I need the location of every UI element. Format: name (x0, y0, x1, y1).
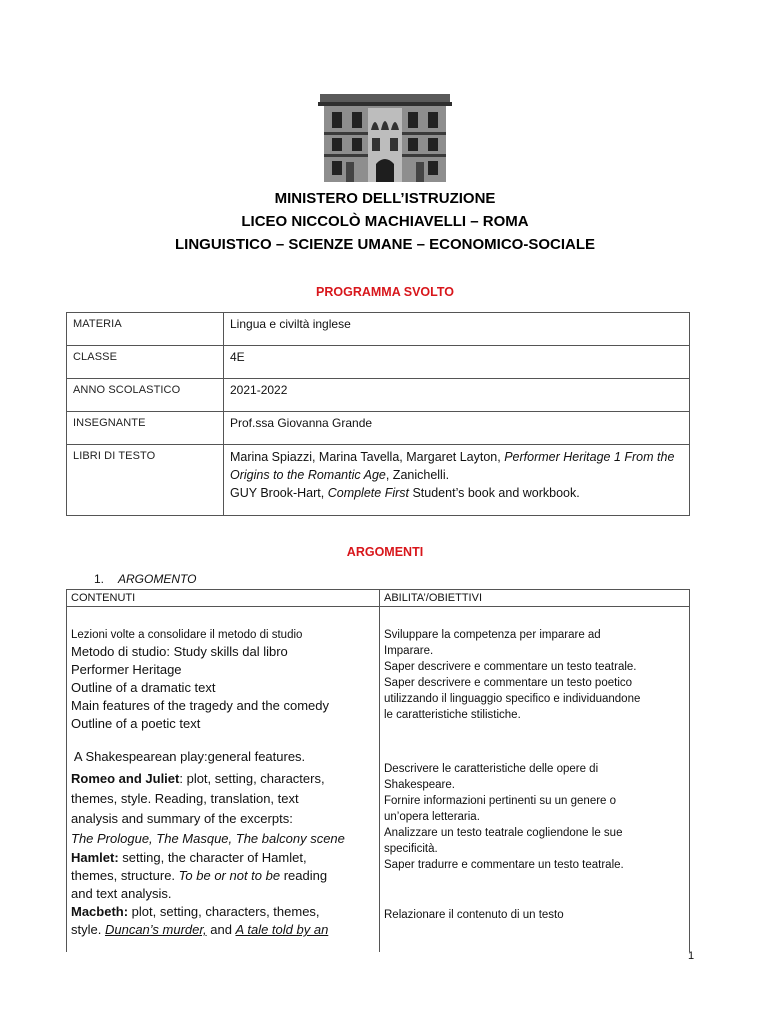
romeo-title: Romeo and Juliet (71, 771, 180, 786)
romeo-excerpts: The Prologue, The Masque, The balcony scene (71, 831, 345, 846)
classe-value: 4E (224, 346, 690, 379)
contenuti-line: Main features of the tragedy and the comedy (71, 698, 329, 713)
course-info-table (66, 312, 690, 516)
abilita-line: Saper tradurre e commentare un testo teatrale. (384, 859, 624, 871)
hamlet-reading: reading (280, 868, 328, 883)
info-row-classe (67, 346, 690, 379)
hamlet-title: Hamlet: (71, 850, 119, 865)
abilita-line: le caratteristiche stilistiche. (384, 709, 521, 721)
abilita-header: ABILITA’/OBIETTIVI (380, 590, 690, 607)
contenuti-line (71, 769, 375, 789)
contenuti-line: Outline of a dramatic text (71, 680, 216, 695)
hamlet-desc: setting, the character of Hamlet, (118, 850, 307, 865)
hamlet-excerpt: To be or not to be (178, 868, 281, 883)
abilita-line: Shakespeare. (384, 779, 455, 791)
materia-label: MATERIA (67, 313, 224, 346)
libri-label: LIBRI DI TESTO (67, 445, 224, 516)
contenuti-line: Lezioni volte a consolidare il metodo di studio (71, 629, 303, 641)
info-row-insegnante (67, 412, 690, 445)
contenuti-line (71, 829, 375, 849)
libri-publisher: , Zanichelli. (385, 468, 450, 482)
abilita-cell (380, 607, 690, 953)
contenuti-line: A Shakespearean play:general features. (71, 749, 306, 764)
abilita-line: Descrivere le caratteristiche delle opere di (384, 763, 599, 775)
macbeth-excerpt-1: Duncan’s murder, (104, 922, 207, 937)
contenuti-header: CONTENUTI (67, 590, 380, 607)
contenuti-line: Metodo di studio: Study skills dal libro (71, 644, 288, 659)
materia-value: Lingua e civiltà inglese (224, 313, 690, 346)
page-number: 1 (688, 950, 695, 962)
argomento-table-body (67, 607, 690, 953)
abilita-line: Relazionare il contenuto di un testo (384, 909, 564, 921)
contenuti-line (71, 921, 375, 939)
abilita-line: Imparare. (384, 645, 434, 657)
argomento-table (66, 589, 690, 952)
romeo-desc: : plot, setting, characters, (179, 771, 325, 786)
libri-title-1: Performer Heritage 1 From the Origins to the Romantic Age (230, 450, 675, 482)
anno-label: ANNO SCOLASTICO (67, 379, 224, 412)
contenuti-cell (67, 607, 380, 953)
macbeth-excerpt-2: A tale told by an (235, 922, 329, 937)
abilita-line: utilizzando il linguaggio specifico e individuandone (384, 693, 641, 705)
argomento-table-header (67, 590, 690, 607)
abilita-line: Sviluppare la competenza per imparare ad (384, 629, 601, 641)
argomenti-title: ARGOMENTI (346, 545, 424, 559)
abilita-line: specificità. (384, 843, 438, 855)
abilita-line: un’opera letteraria. (384, 811, 480, 823)
anno-value: 2021-2022 (224, 379, 690, 412)
macbeth-desc: plot, setting, characters, themes, (128, 904, 320, 919)
macbeth-title: Macbeth: (71, 904, 129, 919)
insegnante-value: Prof.ssa Giovanna Grande (224, 412, 690, 445)
contenuti-line: Performer Heritage (71, 662, 182, 677)
info-row-anno (67, 379, 690, 412)
school-name-heading: LICEO NICCOLÒ MACHIAVELLI – ROMA (241, 213, 529, 230)
libri-authors: Marina Spiazzi, Marina Tavella, Margaret Layton, (230, 450, 505, 464)
school-tracks-heading: LINGUISTICO – SCIENZE UMANE – ECONOMICO-SOCIALE (174, 236, 596, 253)
insegnante-label: INSEGNANTE (67, 412, 224, 445)
libri-title-2: Complete First (327, 486, 409, 500)
contenuti-line: analysis and summary of the excerpts: (71, 811, 293, 826)
program-title: PROGRAMMA SVOLTO (316, 285, 454, 299)
contenuti-line (71, 903, 375, 921)
libri-author-2: GUY Brook-Hart, (230, 486, 328, 500)
argomento-text: ARGOMENTO (118, 572, 197, 586)
abilita-line: Saper descrivere e commentare un testo teatrale. (384, 661, 637, 673)
contenuti-line (71, 849, 375, 867)
classe-label: CLASSE (67, 346, 224, 379)
abilita-line: Analizzare un testo teatrale cogliendone le sue (384, 827, 623, 839)
school-building-logo (318, 92, 452, 184)
ministry-heading: MINISTERO DELL’ISTRUZIONE (274, 190, 496, 207)
libri-value (224, 445, 690, 516)
argomento-number: 1. (94, 572, 105, 586)
info-row-materia (67, 313, 690, 346)
argomento-label (94, 572, 196, 586)
contenuti-line: Outline of a poetic text (71, 716, 201, 731)
contenuti-line: themes, style. Reading, translation, text (71, 791, 299, 806)
hamlet-themes: themes, structure. (71, 868, 179, 883)
contenuti-line: and text analysis. (71, 886, 172, 901)
abilita-line: Fornire informazioni pertinenti su un genere o (384, 795, 617, 807)
macbeth-and: and (206, 922, 236, 937)
abilita-line: Saper descrivere e commentare un testo poetico (384, 677, 633, 689)
contenuti-line (71, 867, 375, 885)
info-row-libri (67, 445, 690, 516)
macbeth-style: style. (71, 922, 105, 937)
libri-title-2-end: Student’s book and workbook. (409, 486, 580, 500)
